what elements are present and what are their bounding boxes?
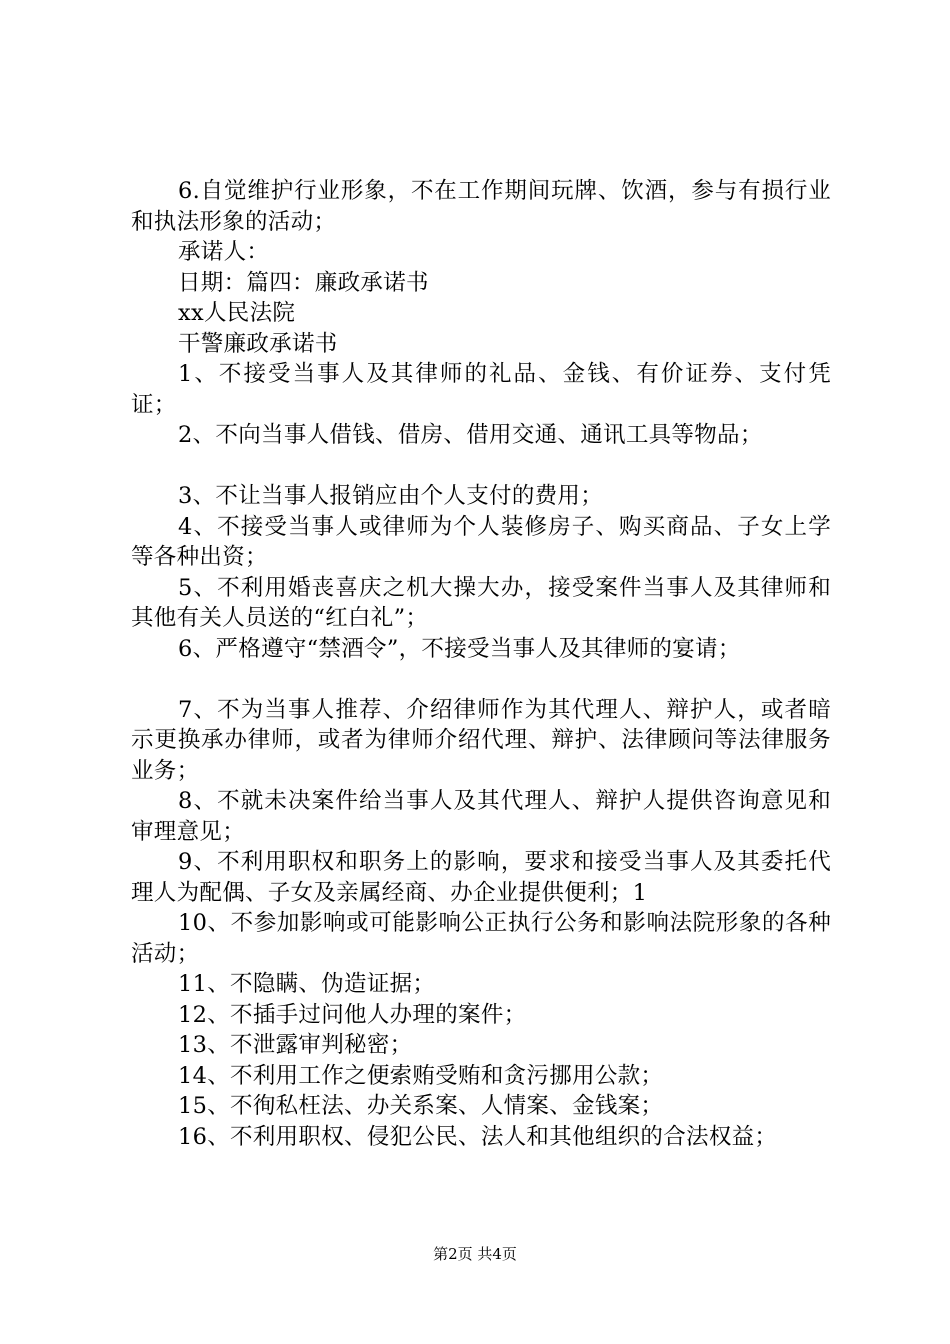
paragraph-signatory: 承诺人： [178, 239, 270, 265]
paragraph-item-9: 9、不利用职权和职务上的影响，要求和接受当事人及其委托代理人为配偶、子女及亲属经商、办企业提供便利；1 [131, 849, 831, 906]
blank-line [131, 664, 831, 695]
paragraph-item-3: 3、不让当事人报销应由个人支付的费用； [178, 483, 604, 509]
paragraph-item-7: 7、不为当事人推荐、介绍律师作为其代理人、辩护人，或者暗示更换承办律师，或者为律师介绍代理、辩护、法律顾问等法律服务业务； [131, 696, 831, 784]
paragraph-item-13: 13、不泄露审判秘密； [178, 1032, 413, 1058]
paragraph-clause-6-image: 6.自觉维护行业形象，不在工作期间玩牌、饮酒，参与有损行业和执法形象的活动； [131, 178, 831, 235]
paragraph-item-14: 14、不利用工作之便索贿受贿和贪污挪用公款； [178, 1062, 664, 1089]
paragraph-court-name: xx人民法院 [178, 300, 296, 326]
paragraph-item-15: 15、不徇私枉法、办关系案、人情案、金钱案； [178, 1093, 664, 1119]
paragraph-item-4: 4、不接受当事人或律师为个人装修房子、购买商品、子女上学等各种出资； [131, 513, 831, 570]
paragraph-item-6: 6、严格遵守“禁酒令”，不接受当事人及其律师的宴请； [178, 635, 741, 662]
paragraph-item-5: 5、不利用婚丧喜庆之机大操大办，接受案件当事人及其律师和其他有关人员送的“红白礼”； [131, 574, 831, 631]
paragraph-item-11: 11、不隐瞒、伪造证据； [178, 971, 436, 997]
page-indicator: 第2页 共4页 [433, 1245, 517, 1263]
page-footer [0, 1243, 950, 1264]
paragraph-item-10: 10、不参加影响或可能影响公正执行公务和影响法院形象的各种活动； [131, 910, 831, 967]
paragraph-item-2: 2、不向当事人借钱、借房、借用交通、通讯工具等物品； [178, 422, 763, 448]
paragraph-pledge-title: 干警廉政承诺书 [178, 330, 338, 357]
paragraph-item-12: 12、不插手过问他人办理的案件； [178, 1001, 527, 1028]
paragraph-date-section-title: 日期：篇四：廉政承诺书 [178, 269, 429, 296]
paragraph-item-16: 16、不利用职权、侵犯公民、法人和其他组织的合法权益； [178, 1123, 778, 1150]
paragraph-item-1: 1、不接受当事人及其律师的礼品、金钱、有价证券、支付凭证； [131, 361, 831, 418]
blank-line [131, 451, 831, 482]
paragraph-item-8: 8、不就未决案件给当事人及其代理人、辩护人提供咨询意见和审理意见； [131, 788, 831, 845]
document-body [131, 176, 831, 1152]
